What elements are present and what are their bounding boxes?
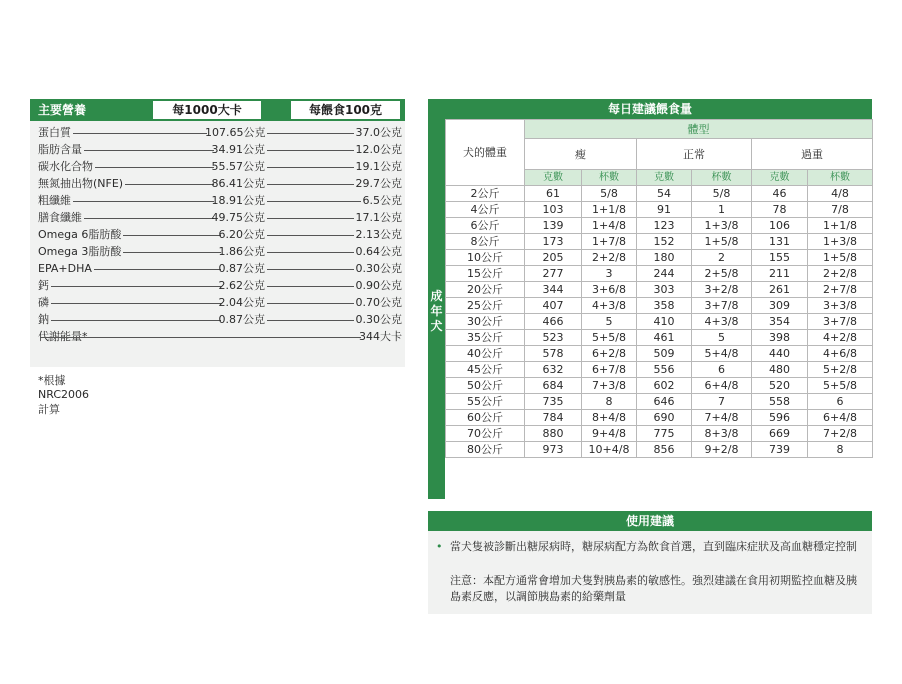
nutrient-row: [30, 261, 405, 276]
table-row: [446, 202, 873, 218]
nutrient-name: 脂肪含量: [38, 143, 82, 156]
usage-panel: [428, 511, 872, 614]
cups-cell: 3+7/8: [808, 314, 873, 330]
cups-cell: 5/8: [692, 186, 752, 202]
cups-unit-header: 杯數: [692, 170, 752, 186]
table-row: [446, 218, 873, 234]
grams-cell: 578: [525, 346, 582, 362]
grams-cell: 602: [637, 378, 692, 394]
cups-cell: 1+4/8: [582, 218, 637, 234]
cups-cell: 6: [808, 394, 873, 410]
leader-line: [267, 218, 354, 219]
weight-cell: 4公斤: [446, 202, 525, 218]
leader-line: [267, 320, 354, 321]
cups-cell: 2: [692, 250, 752, 266]
nutrient-row: [30, 159, 405, 174]
nutrient-row: [30, 227, 405, 242]
nutrient-per-1000-kcal: 18.91公克: [211, 194, 265, 207]
grams-cell: 480: [752, 362, 808, 378]
nutrient-per-100g: 344大卡: [359, 330, 402, 343]
usage-title: 使用建議: [428, 511, 872, 531]
table-row: [446, 186, 873, 202]
leader-line: [40, 286, 221, 287]
leader-line: [40, 303, 221, 304]
cups-unit-header: 杯數: [582, 170, 637, 186]
grams-cell: 684: [525, 378, 582, 394]
weight-cell: 55公斤: [446, 394, 525, 410]
nutrient-row: [30, 142, 405, 157]
nutrient-per-1000-kcal: 6.20公克: [218, 228, 265, 241]
nutrient-row: [30, 278, 405, 293]
cups-cell: 8: [582, 394, 637, 410]
leader-line: [267, 235, 354, 236]
weight-cell: 35公斤: [446, 330, 525, 346]
nutrient-row: [30, 210, 405, 225]
cups-cell: 8+3/8: [692, 426, 752, 442]
group-normal-header: 正常: [637, 139, 752, 170]
feeding-table: [445, 119, 873, 458]
feeding-table-body: [446, 186, 873, 458]
grams-cell: 309: [752, 298, 808, 314]
grams-cell: 78: [752, 202, 808, 218]
grams-unit-header: 克數: [525, 170, 582, 186]
grams-cell: 155: [752, 250, 808, 266]
nutrient-per-100g: 17.1公克: [355, 211, 402, 224]
grams-cell: 735: [525, 394, 582, 410]
cups-cell: 4+3/8: [582, 298, 637, 314]
grams-cell: 244: [637, 266, 692, 282]
grams-cell: 461: [637, 330, 692, 346]
weight-cell: 2公斤: [446, 186, 525, 202]
nutrient-row: [30, 176, 405, 191]
cups-cell: 1: [692, 202, 752, 218]
nutrient-per-100g: 19.1公克: [355, 160, 402, 173]
grams-cell: 523: [525, 330, 582, 346]
nutrition-panel: [30, 99, 405, 367]
grams-cell: 205: [525, 250, 582, 266]
cups-cell: 3+3/8: [808, 298, 873, 314]
cups-cell: 5+5/8: [808, 378, 873, 394]
grams-cell: 407: [525, 298, 582, 314]
cups-cell: 2+5/8: [692, 266, 752, 282]
weight-cell: 6公斤: [446, 218, 525, 234]
grams-cell: 344: [525, 282, 582, 298]
table-row: [446, 362, 873, 378]
grams-cell: 856: [637, 442, 692, 458]
cups-cell: 2+7/8: [808, 282, 873, 298]
grams-cell: 690: [637, 410, 692, 426]
grams-cell: 106: [752, 218, 808, 234]
per-100g-header: 每餵食100克: [291, 101, 400, 119]
cups-cell: 4+2/8: [808, 330, 873, 346]
group-lean-header: 瘦: [525, 139, 637, 170]
cups-cell: 1+5/8: [808, 250, 873, 266]
weight-cell: 25公斤: [446, 298, 525, 314]
leader-line: [267, 252, 354, 253]
grams-cell: 173: [525, 234, 582, 250]
table-row: [446, 298, 873, 314]
cups-cell: 6: [692, 362, 752, 378]
grams-cell: 358: [637, 298, 692, 314]
table-row: [446, 346, 873, 362]
leader-line: [267, 201, 361, 202]
cups-cell: 7+2/8: [808, 426, 873, 442]
table-row: [446, 282, 873, 298]
table-row: [446, 234, 873, 250]
grams-cell: 61: [525, 186, 582, 202]
cups-cell: 1+3/8: [692, 218, 752, 234]
cups-cell: 6+4/8: [808, 410, 873, 426]
table-row: [446, 314, 873, 330]
nutrient-row: [30, 244, 405, 259]
grams-unit-header: 克數: [752, 170, 808, 186]
table-row: [446, 394, 873, 410]
grams-cell: 103: [525, 202, 582, 218]
cups-cell: 1+3/8: [808, 234, 873, 250]
nutrient-per-100g: 12.0公克: [355, 143, 402, 156]
table-row: [446, 250, 873, 266]
nutrient-name: 鈉: [38, 313, 49, 326]
cups-cell: 7+3/8: [582, 378, 637, 394]
grams-cell: 784: [525, 410, 582, 426]
cups-cell: 6+4/8: [692, 378, 752, 394]
leader-line: [267, 184, 354, 185]
cups-cell: 5+4/8: [692, 346, 752, 362]
grams-cell: 646: [637, 394, 692, 410]
nutrient-row: [30, 329, 405, 344]
cups-cell: 5/8: [582, 186, 637, 202]
grams-unit-header: 克數: [637, 170, 692, 186]
grams-cell: 632: [525, 362, 582, 378]
usage-line-1: 當犬隻被診斷出糖尿病時，糖尿病配方為飲食首選，直到臨床症狀及高血糖穩定控制: [450, 540, 857, 553]
nutrient-row: [30, 295, 405, 310]
grams-cell: 152: [637, 234, 692, 250]
body-weight-header: 犬的體重: [446, 120, 525, 186]
cups-cell: 1+5/8: [692, 234, 752, 250]
grams-cell: 973: [525, 442, 582, 458]
nutrient-name: 蛋白質: [38, 126, 71, 139]
adult-dog-bar: [428, 119, 445, 499]
nutrient-name: 代謝能量*: [38, 330, 88, 343]
nutrition-footnote: *根據NRC2006計算: [38, 374, 89, 416]
weight-cell: 50公斤: [446, 378, 525, 394]
weight-cell: 45公斤: [446, 362, 525, 378]
leader-line: [40, 320, 221, 321]
cups-cell: 2+2/8: [582, 250, 637, 266]
leader-line: [40, 337, 361, 338]
grams-cell: 46: [752, 186, 808, 202]
cups-cell: 8+4/8: [582, 410, 637, 426]
nutrient-name: 粗纖維: [38, 194, 71, 207]
nutrient-name: Omega 6脂肪酸: [38, 228, 122, 241]
nutrient-name: Omega 3脂肪酸: [38, 245, 122, 258]
grams-cell: 398: [752, 330, 808, 346]
cups-cell: 9+2/8: [692, 442, 752, 458]
table-row: [446, 410, 873, 426]
nutrient-per-1000-kcal: 2.62公克: [218, 279, 265, 292]
nutrient-per-100g: 0.90公克: [355, 279, 402, 292]
cups-cell: 5+5/8: [582, 330, 637, 346]
nutrient-per-100g: 37.0公克: [355, 126, 402, 139]
bullet-marker: •: [436, 540, 443, 553]
grams-cell: 440: [752, 346, 808, 362]
nutrient-per-1000-kcal: 34.91公克: [211, 143, 265, 156]
nutrient-name: 碳水化合物: [38, 160, 93, 173]
cups-cell: 5: [692, 330, 752, 346]
nutrient-per-1000-kcal: 86.41公克: [211, 177, 265, 190]
grams-cell: 261: [752, 282, 808, 298]
cups-cell: 1+1/8: [582, 202, 637, 218]
grams-cell: 739: [752, 442, 808, 458]
nutrient-per-1000-kcal: 0.87公克: [218, 313, 265, 326]
cups-cell: 3: [582, 266, 637, 282]
weight-cell: 15公斤: [446, 266, 525, 282]
cups-cell: 7/8: [808, 202, 873, 218]
grams-cell: 139: [525, 218, 582, 234]
nutrient-row: [30, 125, 405, 140]
nutrient-name: 膳食纖維: [38, 211, 82, 224]
nutrition-header: [30, 99, 405, 121]
table-row: [446, 426, 873, 442]
table-row: [446, 266, 873, 282]
table-row: [446, 330, 873, 346]
cups-cell: 5+2/8: [808, 362, 873, 378]
group-overweight-header: 過重: [752, 139, 873, 170]
nutrient-per-100g: 0.30公克: [355, 262, 402, 275]
grams-cell: 466: [525, 314, 582, 330]
nutrient-per-1000-kcal: 0.87公克: [218, 262, 265, 275]
nutrient-per-1000-kcal: 55.57公克: [211, 160, 265, 173]
cups-cell: 9+4/8: [582, 426, 637, 442]
feeding-panel: [428, 99, 872, 499]
leader-line: [267, 303, 354, 304]
weight-cell: 20公斤: [446, 282, 525, 298]
grams-cell: 880: [525, 426, 582, 442]
weight-cell: 8公斤: [446, 234, 525, 250]
cups-cell: 5: [582, 314, 637, 330]
nutrient-per-100g: 6.5公克: [362, 194, 402, 207]
cups-cell: 1+1/8: [808, 218, 873, 234]
grams-cell: 123: [637, 218, 692, 234]
nutrient-row: [30, 312, 405, 327]
grams-cell: 277: [525, 266, 582, 282]
cups-cell: 8: [808, 442, 873, 458]
cups-cell: 4/8: [808, 186, 873, 202]
grams-cell: 775: [637, 426, 692, 442]
usage-line-2: 注意：本配方通常會增加犬隻對胰島素的敏感性。強烈建議在食用初期監控血糖及胰島素反應，以調節胰島素的給藥劑量: [450, 574, 857, 603]
nutrient-name: 鈣: [38, 279, 49, 292]
nutrient-per-1000-kcal: 49.75公克: [211, 211, 265, 224]
weight-cell: 70公斤: [446, 426, 525, 442]
grams-cell: 131: [752, 234, 808, 250]
nutrient-name: 無氮抽出物(NFE): [38, 177, 124, 190]
grams-cell: 410: [637, 314, 692, 330]
grams-cell: 354: [752, 314, 808, 330]
table-row: [446, 442, 873, 458]
cups-cell: 6+2/8: [582, 346, 637, 362]
cups-cell: 3+2/8: [692, 282, 752, 298]
cups-cell: 1+7/8: [582, 234, 637, 250]
nutrient-per-1000-kcal: 107.65公克: [205, 126, 266, 139]
nutrient-name: EPA+DHA: [38, 262, 92, 275]
cups-cell: 10+4/8: [582, 442, 637, 458]
table-row: [446, 378, 873, 394]
cups-cell: 7+4/8: [692, 410, 752, 426]
weight-cell: 30公斤: [446, 314, 525, 330]
body-type-header: 體型: [525, 120, 873, 139]
weight-cell: 40公斤: [446, 346, 525, 362]
nutrient-row: [30, 193, 405, 208]
grams-cell: 520: [752, 378, 808, 394]
grams-cell: 596: [752, 410, 808, 426]
grams-cell: 556: [637, 362, 692, 378]
grams-cell: 558: [752, 394, 808, 410]
grams-cell: 180: [637, 250, 692, 266]
leader-line: [267, 150, 354, 151]
nutrient-per-100g: 0.30公克: [355, 313, 402, 326]
cups-cell: 3+6/8: [582, 282, 637, 298]
nutrient-per-1000-kcal: 2.04公克: [218, 296, 265, 309]
weight-cell: 60公斤: [446, 410, 525, 426]
nutrient-per-100g: 0.64公克: [355, 245, 402, 258]
grams-cell: 91: [637, 202, 692, 218]
nutrient-per-1000-kcal: 1.86公克: [218, 245, 265, 258]
cups-cell: 2+2/8: [808, 266, 873, 282]
nutrient-per-100g: 29.7公克: [355, 177, 402, 190]
grams-cell: 211: [752, 266, 808, 282]
per-1000-kcal-header: 每1000大卡: [153, 101, 261, 119]
weight-cell: 10公斤: [446, 250, 525, 266]
nutrient-per-100g: 2.13公克: [355, 228, 402, 241]
nutrient-per-100g: 0.70公克: [355, 296, 402, 309]
leader-line: [267, 286, 354, 287]
cups-unit-header: 杯數: [808, 170, 873, 186]
nutrient-name: 磷: [38, 296, 49, 309]
cups-cell: 7: [692, 394, 752, 410]
leader-line: [267, 167, 354, 168]
grams-cell: 509: [637, 346, 692, 362]
grams-cell: 303: [637, 282, 692, 298]
grams-cell: 54: [637, 186, 692, 202]
adult-dog-label: 成年犬: [430, 289, 443, 333]
cups-cell: 4+3/8: [692, 314, 752, 330]
cups-cell: 4+6/8: [808, 346, 873, 362]
leader-line: [267, 133, 354, 134]
cups-cell: 3+7/8: [692, 298, 752, 314]
grams-cell: 669: [752, 426, 808, 442]
cups-cell: 6+7/8: [582, 362, 637, 378]
feeding-title: 每日建議餵食量: [428, 99, 872, 119]
leader-line: [267, 269, 354, 270]
weight-cell: 80公斤: [446, 442, 525, 458]
nutrition-title: 主要營養: [38, 103, 87, 117]
